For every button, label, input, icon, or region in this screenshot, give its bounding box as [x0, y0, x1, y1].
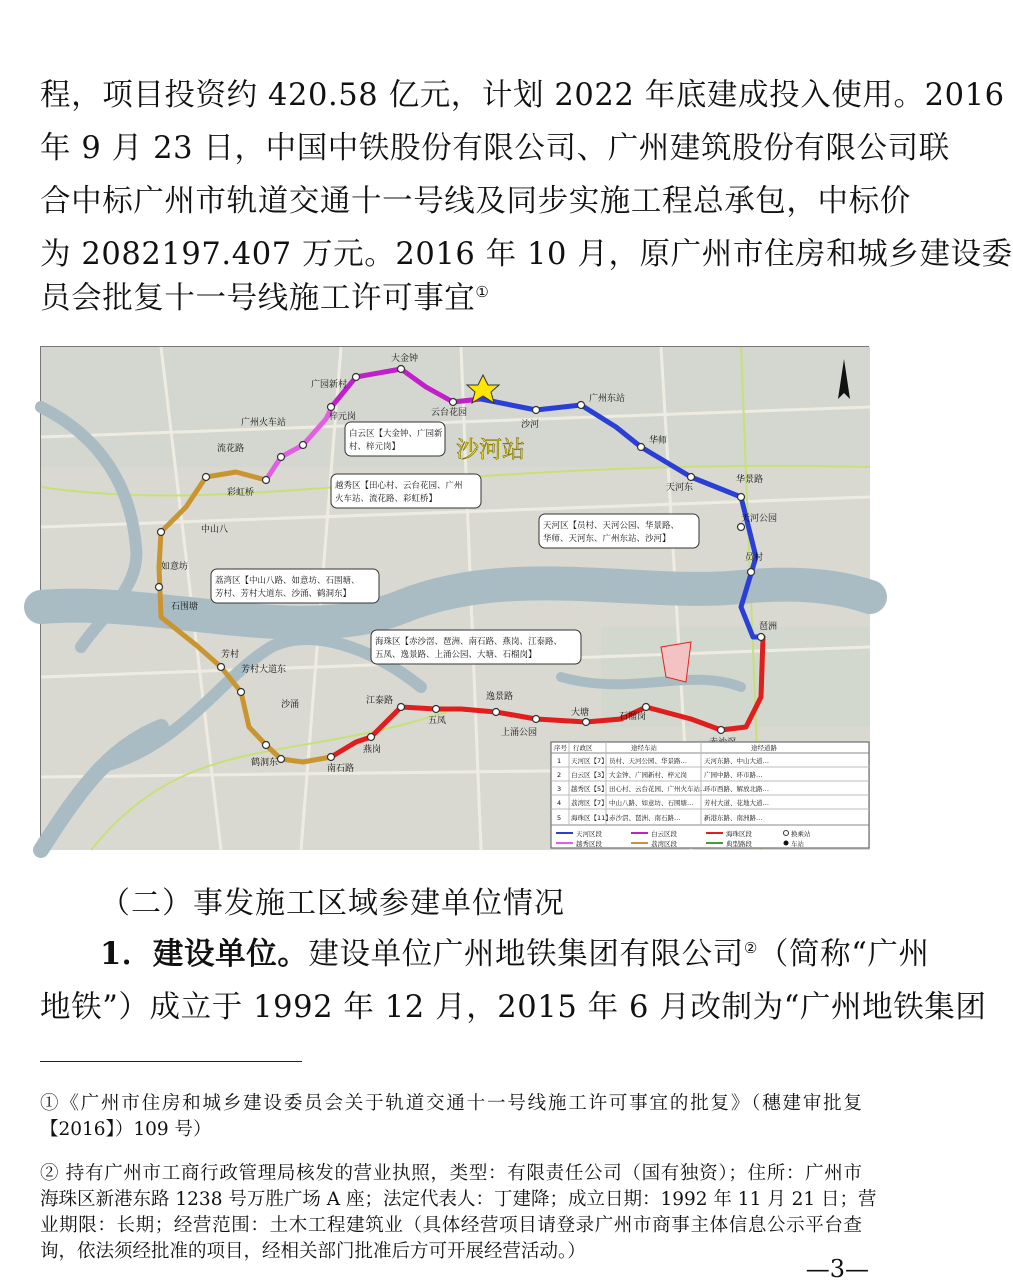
para2-lead: 1．建设单位。	[100, 936, 309, 972]
svg-text:荔湾区【7】: 荔湾区【7】	[571, 799, 608, 807]
svg-text:田心村、云台花园、广州火车站…: 田心村、云台花园、广州火车站…	[609, 785, 707, 793]
station-label: 员村	[745, 553, 764, 563]
station-label: 南石路	[327, 764, 355, 774]
legend-table	[551, 742, 869, 848]
para2-line-2: 地铁”）成立于 1992 年 12 月，2015 年 6 月改制为“广州地铁集团	[40, 990, 987, 1025]
station-label: 流花路	[217, 444, 245, 454]
svg-text:广园中路、环市路…: 广园中路、环市路…	[704, 771, 763, 779]
svg-text:5: 5	[557, 814, 562, 822]
station-label: 华师	[649, 436, 668, 446]
station-label: 鹤洞东	[251, 758, 279, 768]
svg-text:车站: 车站	[791, 840, 804, 848]
footnote-ref-2[interactable]: ②	[743, 938, 758, 957]
footnote-2-line-3: 业期限：长期；经营范围：土木工程建筑业（具体经营项目请登录广州市商事主体信息公示平台查	[40, 1215, 862, 1236]
para2-text-a: 建设单位广州地铁集团有限公司	[308, 937, 744, 972]
section-heading: （二）事发施工区域参建单位情况	[100, 886, 565, 921]
body-line-3: 合中标广州市轨道交通十一号线及同步实施工程总承包，中标价	[40, 184, 911, 219]
footnote-2-line-4: 询，依法须经批准的项目，经相关部门批准后方可开展经营活动。）	[40, 1241, 586, 1262]
district-box-liwan	[211, 569, 379, 603]
svg-text:白云区【3】: 白云区【3】	[571, 771, 608, 779]
station-label: 梓元岗	[329, 412, 357, 422]
svg-text:海珠区【11】: 海珠区【11】	[571, 814, 612, 822]
station-label: 中山八	[201, 525, 229, 535]
svg-text:五凤、逸景路、上涌公园、大塘、石榴岗】: 五凤、逸景路、上涌公园、大塘、石榴岗】	[375, 650, 537, 660]
station-label: 芳村	[221, 650, 240, 660]
svg-text:越秀区【田心村、云台花园、广州: 越秀区【田心村、云台花园、广州	[335, 481, 463, 491]
station-label: 彩虹桥	[227, 488, 255, 498]
body-line-4: 为 2082197.407 万元。2016 年 10 月，原广州市住房和城乡建设委	[40, 237, 1013, 272]
footnote-ref-1[interactable]: ①	[475, 282, 490, 301]
para2-line-1	[40, 928, 930, 981]
svg-text:天河区【员村、天河公园、华景路、: 天河区【员村、天河公园、华景路、	[543, 521, 680, 531]
district-box-yuexiu	[331, 474, 481, 508]
station-label: 琶洲	[759, 622, 778, 632]
svg-text:途经车站: 途经车站	[631, 744, 657, 752]
station-label: 逸景路	[486, 692, 514, 702]
station-label: 大金钟	[391, 354, 419, 364]
svg-text:芳村、芳村大道东、沙涌、鹤洞东】: 芳村、芳村大道东、沙涌、鹤洞东】	[215, 589, 352, 599]
district-box-baiyun	[345, 422, 445, 456]
svg-text:环市西路、解放北路…: 环市西路、解放北路…	[704, 785, 769, 793]
station-label: 上涌公园	[501, 728, 538, 738]
svg-text:白云区段: 白云区段	[651, 830, 677, 838]
station-label: 广园新村	[311, 380, 348, 390]
station-label: 石围塘	[171, 602, 199, 612]
svg-text:荔湾区段: 荔湾区段	[651, 840, 677, 848]
svg-text:赤沙滘、琶洲、南石路…: 赤沙滘、琶洲、南石路…	[609, 814, 681, 822]
station-label: 华景路	[736, 475, 764, 485]
station-label: 云台花园	[431, 408, 468, 418]
station-label: 五凤	[428, 716, 447, 726]
svg-text:新港东路、南洲路…: 新港东路、南洲路…	[704, 814, 763, 822]
svg-text:4: 4	[557, 799, 562, 807]
footnote-divider	[40, 1061, 302, 1062]
station-label: 芳村大道东	[241, 665, 287, 675]
svg-text:大金钟、广园新村、梓元岗: 大金钟、广园新村、梓元岗	[609, 771, 687, 779]
footnote-1-line-1: ①《广州市住房和城乡建设委员会关于轨道交通十一号线施工许可事宜的批复》（穗建审批复	[40, 1093, 862, 1114]
body-line-5	[40, 272, 862, 325]
svg-text:换乘站: 换乘站	[791, 830, 811, 838]
station-label: 燕岗	[363, 745, 382, 755]
station-label: 沙河	[521, 420, 540, 430]
svg-text:海珠区【赤沙滘、琶洲、南石路、燕岗、江泰路、: 海珠区【赤沙滘、琶洲、南石路、燕岗、江泰路、	[375, 637, 563, 647]
para2-text-b: （简称“广州	[757, 937, 930, 972]
district-box-haizhu	[371, 630, 581, 664]
svg-text:天河区段: 天河区段	[576, 830, 602, 838]
svg-text:中山八路、如意坊、石围塘…: 中山八路、如意坊、石围塘…	[609, 799, 694, 807]
svg-text:途经道路: 途经道路	[751, 744, 777, 752]
station-label: 大塘	[571, 708, 590, 718]
svg-text:海珠区段: 海珠区段	[726, 830, 752, 838]
station-label: 沙涌	[281, 700, 300, 710]
body-line-1: 程，项目投资约 420.58 亿元，计划 2022 年底建成投入使用。2016	[40, 78, 1005, 113]
svg-text:荔湾区【中山八路、如意坊、石围塘、: 荔湾区【中山八路、如意坊、石围塘、	[215, 576, 360, 586]
svg-text:2: 2	[557, 771, 562, 779]
svg-text:芳村大道、花地大道…: 芳村大道、花地大道…	[704, 799, 769, 807]
svg-text:白云区【大金钟、广园新: 白云区【大金钟、广园新	[349, 429, 443, 439]
station-label: 石榴岗	[619, 712, 647, 722]
district-box-tianhe	[539, 514, 699, 548]
station-label: 如意坊	[161, 562, 189, 572]
svg-text:1: 1	[557, 757, 562, 765]
footnote-1-line-2: 【2016】）109 号）	[40, 1119, 212, 1140]
svg-text:员村、天河公园、华景路…: 员村、天河公园、华景路…	[609, 757, 687, 765]
station-label: 广州东站	[589, 394, 626, 404]
svg-text:典型路段: 典型路段	[726, 840, 752, 848]
svg-text:越秀区段: 越秀区段	[576, 840, 602, 848]
shahe-station-label: 沙河站	[456, 437, 525, 463]
station-label: 江泰路	[366, 696, 394, 706]
station-label: 广州火车站	[241, 418, 287, 428]
svg-text:3: 3	[557, 785, 562, 793]
body-line-2: 年 9 月 23 日，中国中铁股份有限公司、广州建筑股份有限公司联	[40, 131, 950, 166]
svg-text:村、梓元岗】: 村、梓元岗】	[349, 442, 401, 452]
svg-text:天河区【7】: 天河区【7】	[571, 757, 608, 765]
svg-text:序号: 序号	[554, 744, 567, 752]
footnote-2-line-1: ② 持有广州市工商行政管理局核发的营业执照，类型：有限责任公司（国有独资）；住所：广州市	[40, 1163, 862, 1184]
station-label: 天河东	[666, 483, 694, 493]
svg-text:越秀区【5】: 越秀区【5】	[571, 785, 608, 793]
svg-text:华师、天河东、广州东站、沙河】: 华师、天河东、广州东站、沙河】	[543, 534, 671, 544]
footnote-2-line-2: 海珠区新港东路 1238 号万胜广场 A 座；法定代表人：丁建降；成立日期：1992 年 11 月 21 日；营	[40, 1189, 877, 1210]
svg-text:行政区: 行政区	[573, 744, 593, 752]
station-label: 天河公园	[741, 514, 778, 524]
body-line-5-text: 员会批复十一号线施工许可事宜	[40, 281, 476, 316]
metro-line-11-map	[40, 346, 869, 849]
page-number: —3—	[805, 1255, 869, 1283]
svg-text:天河东路、中山大道…: 天河东路、中山大道…	[704, 757, 769, 765]
svg-text:火车站、流花路、彩虹桥】: 火车站、流花路、彩虹桥】	[335, 494, 438, 504]
